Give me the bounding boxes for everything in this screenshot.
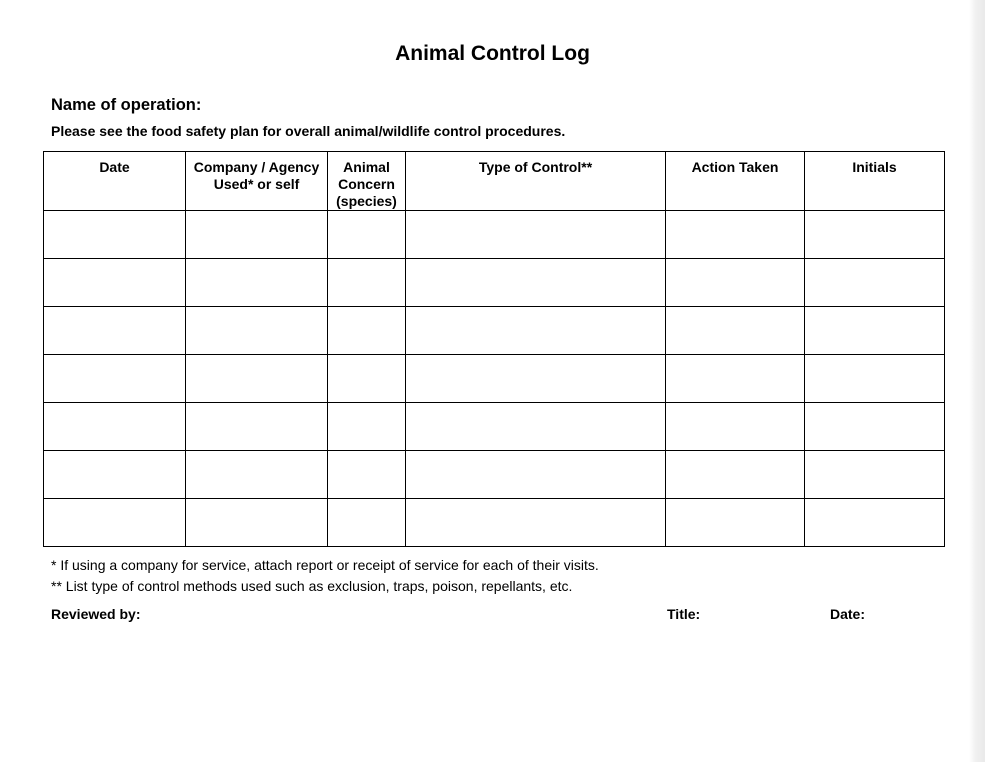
reviewed-by-label: Reviewed by: (51, 606, 141, 622)
cell-initials[interactable] (805, 451, 945, 499)
cell-action-taken[interactable] (666, 499, 805, 547)
cell-date[interactable] (44, 307, 186, 355)
cell-company-agency[interactable] (186, 451, 328, 499)
header-company-agency (186, 152, 328, 211)
animal-control-log-table (43, 151, 945, 547)
header-type-of-control: Type of Control** (406, 152, 666, 211)
table-row (44, 259, 945, 307)
food-safety-plan-note: Please see the food safety plan for overall animal/wildlife control procedures. (51, 123, 566, 139)
page-edge-shadow (969, 0, 985, 762)
cell-animal-concern[interactable] (328, 499, 406, 547)
cell-action-taken[interactable] (666, 355, 805, 403)
table-row (44, 211, 945, 259)
cell-company-agency[interactable] (186, 403, 328, 451)
footnote-control-methods: ** List type of control methods used such as exclusion, traps, poison, repellants, etc. (51, 578, 573, 594)
cell-animal-concern[interactable] (328, 307, 406, 355)
table-row (44, 451, 945, 499)
table-row (44, 403, 945, 451)
title-label: Title: (667, 606, 701, 622)
header-animal-concern (328, 152, 406, 211)
table-row (44, 499, 945, 547)
cell-type-of-control[interactable] (406, 451, 666, 499)
cell-type-of-control[interactable] (406, 211, 666, 259)
header-company-agency-text: Company / Agency Used* or self (193, 159, 320, 192)
header-action-taken: Action Taken (666, 152, 805, 211)
cell-type-of-control[interactable] (406, 307, 666, 355)
page-title: Animal Control Log (395, 42, 590, 65)
cell-animal-concern[interactable] (328, 211, 406, 259)
cell-action-taken[interactable] (666, 259, 805, 307)
footnote-company-report: * If using a company for service, attach report or receipt of service for each of their visits. (51, 557, 599, 573)
cell-animal-concern[interactable] (328, 403, 406, 451)
header-animal-concern-text: Animal Concern (species) (336, 159, 397, 209)
cell-company-agency[interactable] (186, 259, 328, 307)
table-row (44, 355, 945, 403)
cell-type-of-control[interactable] (406, 499, 666, 547)
cell-animal-concern[interactable] (328, 355, 406, 403)
table-header-row (44, 152, 945, 211)
cell-initials[interactable] (805, 355, 945, 403)
cell-action-taken[interactable] (666, 307, 805, 355)
cell-animal-concern[interactable] (328, 451, 406, 499)
cell-animal-concern[interactable] (328, 259, 406, 307)
cell-initials[interactable] (805, 211, 945, 259)
cell-company-agency[interactable] (186, 499, 328, 547)
operation-name-label: Name of operation: (51, 96, 202, 114)
cell-date[interactable] (44, 259, 186, 307)
date-label: Date: (830, 606, 866, 622)
table-row (44, 307, 945, 355)
cell-initials[interactable] (805, 259, 945, 307)
header-date: Date (44, 152, 186, 211)
cell-date[interactable] (44, 211, 186, 259)
cell-company-agency[interactable] (186, 355, 328, 403)
header-initials: Initials (805, 152, 945, 211)
cell-date[interactable] (44, 499, 186, 547)
cell-type-of-control[interactable] (406, 355, 666, 403)
cell-type-of-control[interactable] (406, 403, 666, 451)
cell-date[interactable] (44, 451, 186, 499)
cell-initials[interactable] (805, 499, 945, 547)
cell-company-agency[interactable] (186, 211, 328, 259)
cell-action-taken[interactable] (666, 211, 805, 259)
cell-type-of-control[interactable] (406, 259, 666, 307)
cell-action-taken[interactable] (666, 403, 805, 451)
cell-company-agency[interactable] (186, 307, 328, 355)
cell-initials[interactable] (805, 307, 945, 355)
cell-date[interactable] (44, 403, 186, 451)
cell-action-taken[interactable] (666, 451, 805, 499)
cell-initials[interactable] (805, 403, 945, 451)
cell-date[interactable] (44, 355, 186, 403)
